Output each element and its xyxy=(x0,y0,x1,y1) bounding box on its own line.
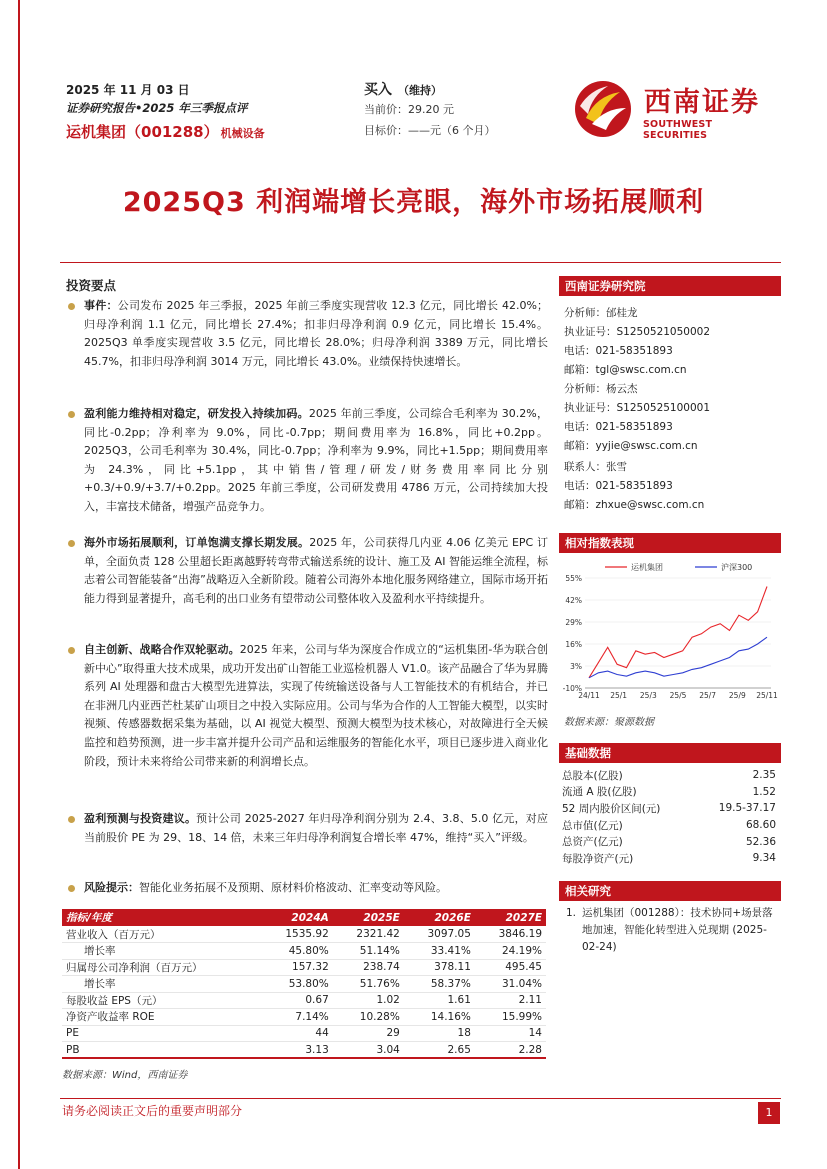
legend-label: 沪深300 xyxy=(721,563,753,572)
y-tick-label: 29% xyxy=(565,618,582,627)
bullet-text: 公司发布 2025 年三季报，2025 年前三季度实现营收 12.3 亿元，同比增长 42.0%；归母净利润 1.1 亿元，同比增长 27.4%；扣非归母净利润 0.9 亿元，同比增长 15.4%。2025Q3 单季度实现营收 3.5 亿元，同比增长 28.0%；归母净利润 3389 万元，同比增长 45.7%，扣非归母净利润 3014 万元，同比增长 43.0%。业绩保持快速增长。 xyxy=(84,299,549,368)
cell: 24.19% xyxy=(475,943,546,960)
row-label: 每股收益 EPS（元） xyxy=(62,992,262,1009)
bullet-dot-icon xyxy=(68,411,75,418)
bullet-dot-icon xyxy=(68,540,75,547)
bullet-lead: 自主创新、战略合作双轮驱动。 xyxy=(84,643,240,656)
chart-source: 数据来源：聚源数据 xyxy=(564,717,654,728)
company-title: 运机集团（001288） xyxy=(66,123,219,141)
forecast-table xyxy=(62,909,546,1059)
analyst-email[interactable]: 邮箱：tgl@swsc.com.cn xyxy=(564,364,687,376)
cell: 7.14% xyxy=(262,1009,333,1026)
related-text: 运机集团（001288）：技术协同+场景落地加速，智能化转型进入兑现期 (2025-02-24) xyxy=(582,907,773,953)
cell: 14 xyxy=(475,1025,546,1042)
row-label: 增长率 xyxy=(62,976,262,993)
bullet-text: 2025 年前三季度，公司综合毛利率为 30.2%，同比-0.2pp；净利率为 9.0%，同比-0.7pp；期间费用率为 16.8%，同比+0.2pp。2025Q3，公司毛利率为 30.4%，同比-0.7pp；净利率为 9.9%，同比+1.5pp；期间费用率为 24.3%，同比+5.1pp，其中销售/管理/研发/财务费用率同比分别+0.3/+0.9/+3.7/+0.2pp。2025 年前三季度，公司研发费用 4786 万元，公司持续加大投入，丰富技术储备，增强产品竞争力。 xyxy=(84,407,549,513)
contact-person xyxy=(564,458,704,515)
col-header: 指标/年度 xyxy=(62,909,262,926)
analyst-cert: 执业证号：S1250521050002 xyxy=(564,326,711,338)
table-row xyxy=(562,817,776,834)
row-label: 净资产收益率 ROE xyxy=(62,1009,262,1026)
bullet-profitability xyxy=(66,405,548,517)
cell: 2.65 xyxy=(404,1042,475,1059)
col-header: 2026E xyxy=(404,909,475,926)
cell: 3097.05 xyxy=(404,926,475,943)
y-tick-label: -10% xyxy=(562,684,582,693)
relative-index-chart xyxy=(559,560,781,710)
table-row xyxy=(62,1009,546,1026)
table-row xyxy=(562,833,776,850)
row-label: 归属母公司净利润（百万元） xyxy=(62,959,262,976)
page-number: 1 xyxy=(758,1102,780,1124)
chart-svg xyxy=(559,560,781,710)
bullet-dot-icon xyxy=(68,303,75,310)
contact-phone: 电话：021-58351893 xyxy=(564,480,673,492)
basic-data-table xyxy=(562,767,776,867)
cell: 2321.42 xyxy=(333,926,404,943)
page-title: 2025Q3 利润端增长亮眼，海外市场拓展顺利 xyxy=(122,187,705,218)
bullet-lead: 盈利预测与投资建议。 xyxy=(84,812,197,825)
y-tick-label: 16% xyxy=(565,640,582,649)
analyst-1 xyxy=(564,304,710,380)
related-research-item[interactable] xyxy=(566,905,778,956)
index-chart-heading: 相对指数表现 xyxy=(559,533,781,553)
bullet-text: 智能化业务拓展不及预期、原材料价格波动、汇率变动等风险。 xyxy=(139,881,447,894)
cell: 14.16% xyxy=(404,1009,475,1026)
row-label: 总资产(亿元) xyxy=(562,836,623,849)
table-row xyxy=(62,992,546,1009)
table-row xyxy=(562,784,776,801)
row-label: PE xyxy=(62,1025,262,1042)
cell: 378.11 xyxy=(404,959,475,976)
footer-divider xyxy=(60,1098,781,1099)
contact-name: 联系人：张雪 xyxy=(564,461,627,473)
rating xyxy=(364,79,442,99)
analyst-2 xyxy=(564,380,710,456)
title-divider xyxy=(60,262,781,263)
cell: 1.61 xyxy=(404,992,475,1009)
bullet-text: 预计公司 2025-2027 年归母净利润分别为 2.4、3.8、5.0 亿元，对应当前股价 PE 为 29、18、14 倍，未来三年归母净利润复合增长率 47%，维持“买入”评级。 xyxy=(84,812,548,844)
cell: 2.28 xyxy=(475,1042,546,1059)
cell: 53.80% xyxy=(262,976,333,993)
bullet-text: 2025 年，公司获得几内亚 4.06 亿美元 EPC 订单，全面负责 128 公里超长距离越野转弯带式输送系统的设计、施工及 AI 智能运维全流程，标志着公司智能装备“出海”战略迈入全新阶段。随着公司海外本地化服务网络建立，国际市场开拓能力得到显著提升，高毛利的出口业务有望带动公司整体收入及盈利水平持续提升。 xyxy=(84,536,549,605)
y-tick-label: 3% xyxy=(570,662,582,671)
cell: 51.14% xyxy=(333,943,404,960)
bullet-lead: 盈利能力维持相对稳定，研发投入持续加码。 xyxy=(84,407,309,420)
bullet-innovation xyxy=(66,641,548,771)
row-label: 每股净资产(元) xyxy=(562,852,634,865)
cell: 45.80% xyxy=(262,943,333,960)
col-header: 2027E xyxy=(475,909,546,926)
rating-note: （维持） xyxy=(398,84,442,97)
report-type: 证券研究报告•2025 年三季报点评 xyxy=(66,101,248,115)
bullet-dot-icon xyxy=(68,885,75,892)
cell: 10.28% xyxy=(333,1009,404,1026)
row-label: 总股本(亿股) xyxy=(562,769,623,782)
x-tick-label: 25/7 xyxy=(699,691,717,700)
bullet-lead: 风险提示： xyxy=(84,881,139,894)
series-line-index xyxy=(589,637,767,678)
cell: 33.41% xyxy=(404,943,475,960)
cell: 44 xyxy=(262,1025,333,1042)
bullet-lead: 海外市场拓展顺利，订单饱满支撑长期发展。 xyxy=(84,536,310,549)
table-row xyxy=(62,926,546,943)
x-tick-label: 25/3 xyxy=(639,691,657,700)
bullet-lead: 事件： xyxy=(84,299,118,312)
cell: 1.52 xyxy=(752,785,776,798)
cell: 157.32 xyxy=(262,959,333,976)
table-source: 数据来源：Wind，西南证券 xyxy=(62,1070,188,1081)
col-header: 2025E xyxy=(333,909,404,926)
cell: 29 xyxy=(333,1025,404,1042)
row-label: 流通 A 股(亿股) xyxy=(562,786,637,799)
cell: 3.04 xyxy=(333,1042,404,1059)
southwest-securities-logo xyxy=(572,78,772,141)
row-label: PB xyxy=(62,1042,262,1059)
footer-disclaimer: 请务必阅读正文后的重要声明部分 xyxy=(62,1104,243,1118)
table-row xyxy=(62,1025,546,1042)
table-row xyxy=(562,767,776,784)
cell: 1535.92 xyxy=(262,926,333,943)
row-label: 总市值(亿元) xyxy=(562,819,623,832)
row-label: 营业收入（百万元） xyxy=(62,926,262,943)
target-price: 目标价：——元（6 个月） xyxy=(364,124,496,137)
cell: 19.5-37.17 xyxy=(718,802,776,815)
col-header: 2024A xyxy=(262,909,333,926)
bullet-overseas xyxy=(66,534,548,608)
table-row xyxy=(62,943,546,960)
x-tick-label: 25/11 xyxy=(756,691,778,700)
logo-emblem-icon xyxy=(572,78,638,140)
left-margin-rule xyxy=(18,0,20,1169)
contact-email[interactable]: 邮箱：zhxue@swsc.com.cn xyxy=(564,499,705,511)
cell: 2.35 xyxy=(752,769,776,782)
logo-english: SOUTHWEST SECURITIES xyxy=(643,119,713,141)
cell: 51.76% xyxy=(333,976,404,993)
cell: 3846.19 xyxy=(475,926,546,943)
x-tick-label: 25/5 xyxy=(669,691,687,700)
cell: 1.02 xyxy=(333,992,404,1009)
x-tick-label: 25/1 xyxy=(610,691,628,700)
current-price: 当前价：29.20 元 xyxy=(364,103,454,116)
bullet-dot-icon xyxy=(68,647,75,654)
forecast-header-row xyxy=(62,909,546,926)
bullet-risk xyxy=(66,879,548,898)
rating-value: 买入 xyxy=(364,82,392,98)
cell: 238.74 xyxy=(333,959,404,976)
table-row xyxy=(62,959,546,976)
cell: 68.60 xyxy=(745,819,776,832)
row-label: 52 周内股价区间(元) xyxy=(562,802,661,815)
industry-label: 机械设备 xyxy=(220,127,265,140)
bullet-text: 2025 年来，公司与华为深度合作成立的“运机集团-华为联合创新中心”取得重大技术成果，成功开发出矿山智能工业巡检机器人 V1.0。该产品融合了华为昇腾系列 AI 处理器和盘古大模型先进算法，实现了传统输送设备与人工智能技术的有机结合，并已在非洲几内亚西芒杜某矿山项目之中投入实际应用。公司与华为合作的人工智能大模型，以实时视频、传感器数据采集为基础，以 AI 视觉大模型、预测大模型为技术核心，对故障进行全天候监控和趋势预测，进一步丰富并提升公司产品和运维服务的智能化水平，项目已逐步进入商业化阶段，预计未来将给公司带来新的利润增长点。 xyxy=(84,643,548,768)
basic-data-heading: 基础数据 xyxy=(559,743,781,763)
company-name xyxy=(66,121,265,142)
cell: 2.11 xyxy=(475,992,546,1009)
x-tick-label: 24/11 xyxy=(578,691,600,700)
row-label: 增长率 xyxy=(62,943,262,960)
cell: 18 xyxy=(404,1025,475,1042)
bullet-forecast xyxy=(66,810,548,847)
related-num: 1. xyxy=(566,907,577,919)
bullet-event xyxy=(66,297,548,371)
analyst-email[interactable]: 邮箱：yyjie@swsc.com.cn xyxy=(564,440,698,452)
cell: 58.37% xyxy=(404,976,475,993)
report-date: 2025 年 11 月 03 日 xyxy=(66,83,190,97)
analyst-cert: 执业证号：S1250525100001 xyxy=(564,402,711,414)
legend-label: 运机集团 xyxy=(631,563,663,572)
points-heading: 投资要点 xyxy=(66,278,117,293)
table-row xyxy=(62,1042,546,1059)
cell: 0.67 xyxy=(262,992,333,1009)
logo-chinese: 西南证券 xyxy=(644,87,760,118)
cell: 15.99% xyxy=(475,1009,546,1026)
cell: 31.04% xyxy=(475,976,546,993)
cell: 9.34 xyxy=(752,852,776,865)
table-row xyxy=(562,800,776,817)
y-tick-label: 42% xyxy=(565,596,582,605)
cell: 3.13 xyxy=(262,1042,333,1059)
analyst-phone: 电话：021-58351893 xyxy=(564,345,673,357)
research-institute-heading: 西南证券研究院 xyxy=(559,276,781,296)
analyst-phone: 电话：021-58351893 xyxy=(564,421,673,433)
related-research-heading: 相关研究 xyxy=(559,881,781,901)
y-tick-label: 55% xyxy=(565,574,582,583)
bullet-dot-icon xyxy=(68,816,75,823)
analyst-name: 分析师：杨云杰 xyxy=(564,383,638,395)
cell: 52.36 xyxy=(745,835,776,848)
table-row xyxy=(62,976,546,993)
table-row xyxy=(562,850,776,867)
analyst-name: 分析师：邰桂龙 xyxy=(564,307,638,319)
cell: 495.45 xyxy=(475,959,546,976)
x-tick-label: 25/9 xyxy=(728,691,746,700)
